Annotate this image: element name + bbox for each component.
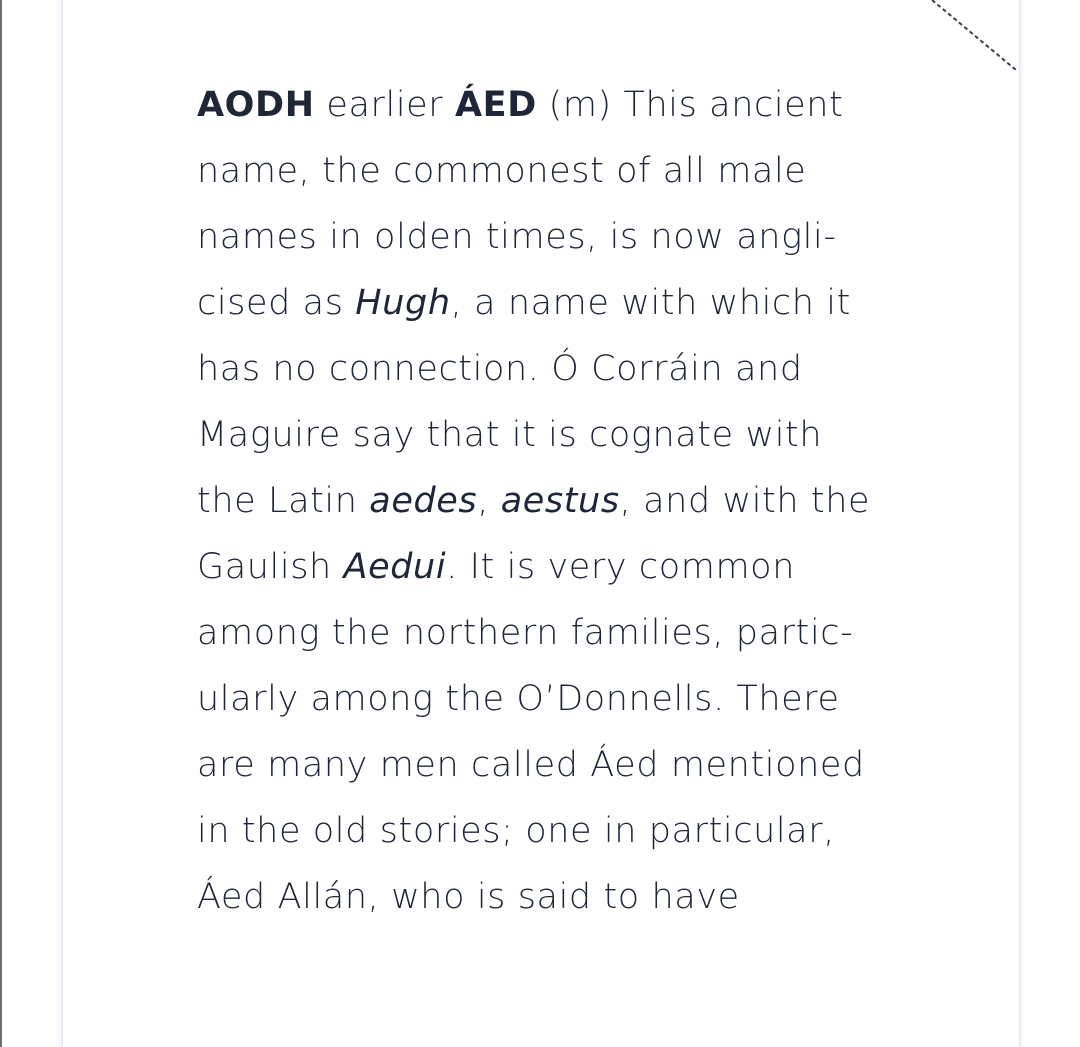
body-text: are many men called Áed mentioned bbox=[197, 745, 865, 785]
body-text: Maguire say that it is cognate with bbox=[197, 415, 823, 455]
italic-term: aestus bbox=[500, 481, 620, 521]
body-text: Áed Allán, who is said to have bbox=[197, 877, 740, 917]
body-text: earlier bbox=[314, 85, 455, 125]
body-text: , and with the bbox=[619, 481, 871, 521]
text-line bbox=[197, 72, 887, 138]
text-line bbox=[197, 138, 887, 204]
body-text: the Latin bbox=[197, 481, 370, 521]
italic-term: Hugh bbox=[355, 283, 451, 323]
text-line bbox=[197, 468, 887, 534]
body-text: Gaulish bbox=[197, 547, 344, 587]
text-line bbox=[197, 798, 887, 864]
text-line bbox=[197, 534, 887, 600]
text-line bbox=[197, 336, 887, 402]
previous-page-edge bbox=[0, 0, 2, 1047]
body-text: , bbox=[477, 481, 501, 521]
text-line bbox=[197, 864, 887, 930]
headword: AODH bbox=[197, 85, 315, 125]
text-line bbox=[197, 666, 887, 732]
body-text: names in olden times, is now angli- bbox=[197, 217, 837, 257]
body-text: among the northern families, partic- bbox=[197, 613, 854, 653]
body-text: , a name with which it bbox=[450, 283, 851, 323]
body-text: . It is very common bbox=[446, 547, 795, 587]
italic-term: aedes bbox=[369, 481, 478, 521]
italic-term: Aedui bbox=[343, 547, 447, 587]
text-line bbox=[197, 600, 887, 666]
body-text: (m) This ancient bbox=[536, 85, 844, 125]
body-text: has no connection. Ó Corráin and bbox=[197, 349, 803, 389]
text-line bbox=[197, 402, 887, 468]
text-line bbox=[197, 732, 887, 798]
body-text: in the old stories; one in particular, bbox=[197, 811, 835, 851]
text-line bbox=[197, 270, 887, 336]
body-text: cised as bbox=[197, 283, 356, 323]
dictionary-entry-text bbox=[197, 72, 887, 930]
body-text: ularly among the O’Donnells. There bbox=[197, 679, 840, 719]
body-text: name, the commonest of all male bbox=[197, 151, 807, 191]
headword: ÁED bbox=[455, 85, 537, 125]
text-line bbox=[197, 204, 887, 270]
